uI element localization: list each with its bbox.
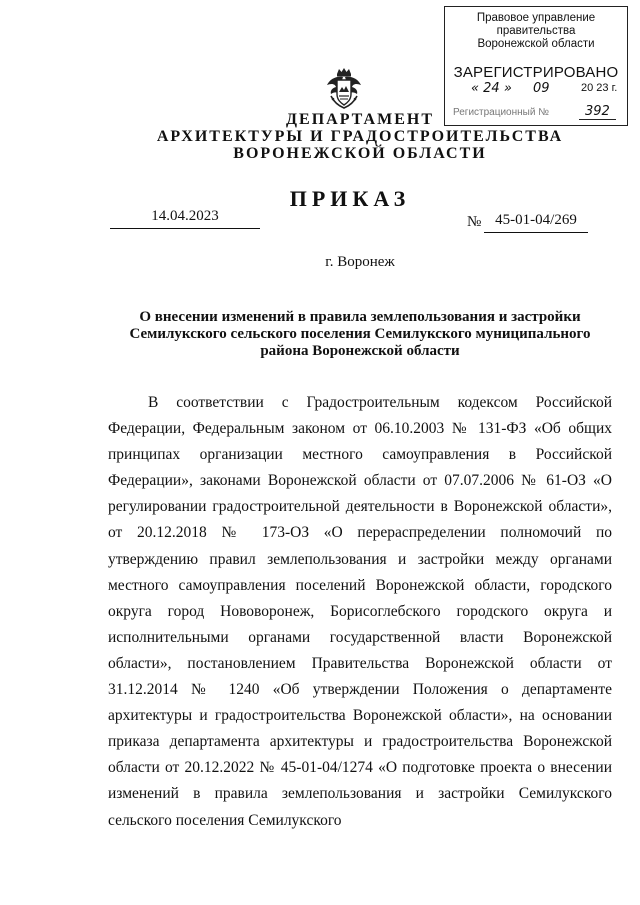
document-type: ПРИКАЗ <box>289 186 411 211</box>
document-date: 14.04.2023 <box>110 208 260 229</box>
document-number: 45-01-04/269 <box>484 212 588 233</box>
stamp-reg-label: Регистрационный № <box>453 107 549 118</box>
document-city: г. Воронеж <box>325 254 395 270</box>
stamp-status: ЗАРЕГИСТРИРОВАНО <box>453 64 619 81</box>
stamp-reg-number: 392 <box>579 104 616 120</box>
coat-of-arms-icon <box>322 66 366 110</box>
registration-stamp <box>444 6 628 126</box>
stamp-date-month: 09 <box>533 81 550 96</box>
document-subject: О внесении изменений в правила землепользования и застройки Семилукского сельского поселения Семилукского муниципального района Воронежской области <box>129 309 591 359</box>
stamp-date-row <box>457 81 625 99</box>
stamp-date-year: 20 23 г. <box>581 82 618 94</box>
department-title: ДЕПАРТАМЕНТ АРХИТЕКТУРЫ И ГРАДОСТРОИТЕЛЬСТВА ВОРОНЕЖСКОЙ ОБЛАСТИ <box>156 111 564 162</box>
document-body: В соответствии с Градостроительным кодексом Российской Федерации, Федеральным законом от 06.10.2003 № 131-ФЗ «Об общих принципах организации местного самоуправления в Российской Федерации», законами Воронежской области от 07.07.2006 № 61-ОЗ «О регулировании градостроительной деятельности в Воронежской области», от 20.12.2018 № 173-ОЗ «О перераспределении полномочий по утверждению правил землепользования и застройки между органами местного самоуправления поселений Воронежской области, городского округа город Нововоронеж, Борисоглебского городского округа и исполнительными органами государственной власти Воронежской области», постановлением Правительства Воронежской области от 31.12.2014 № 1240 «Об утверждении Положения о департаменте архитектуры и градостроительства Воронежской области», на основании приказа департамента архитектуры и градостроительства Воронежской области от 20.12.2022 № 45-01-04/1274 «О подготовке проекта о внесении изменений в правила землепользования и застройки Семилукского сельского поселения Семилукского <box>108 394 612 829</box>
stamp-date-day: « 24 » <box>471 81 512 96</box>
stamp-authority: Правовое управление правительства Воронежской области <box>476 12 596 50</box>
number-label: № <box>467 214 482 230</box>
